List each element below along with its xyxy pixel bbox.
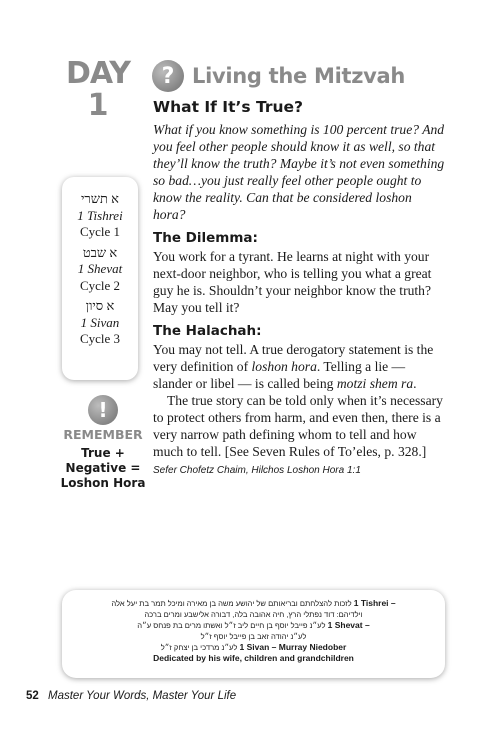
remember-title: REMEMBER: [63, 427, 143, 442]
intro-paragraph: What if you know something is 100 percent true? And you feel other people should know it as well, so that they’ll know the truth? Maybe it’s not even something so bad…you just really feel other people ought to know the reality. Can that be considered loshon hora?: [153, 122, 445, 222]
dedication-line-6: Dedicated by his wife, children and grandchildren: [153, 653, 354, 663]
section-header: [152, 58, 405, 94]
dedication-label: 1 Shevat –: [327, 620, 370, 630]
cycle-label: Cycle 1: [79, 224, 121, 239]
section-title: Living the Mitzvah: [192, 64, 406, 88]
term-motzi-shem-ra: motzi shem ra: [336, 376, 414, 391]
cycle-hebrew-date: א סיון: [85, 298, 115, 313]
dedication-line-3: [62, 620, 445, 631]
question-mark-icon: ?: [152, 60, 184, 92]
source-citation: Sefer Chofetz Chaim, Hilchos Loshon Hora 1:1: [153, 465, 361, 476]
dedication-label: 1 Sivan – Murray Niedober: [239, 642, 347, 652]
dedication-line-4: לע״נ יהודה זאב בן פייבל יוסף ז״ל: [200, 632, 307, 641]
dedication-line-5: [62, 642, 445, 653]
day-label: [60, 58, 136, 122]
day-word: DAY: [66, 56, 130, 91]
page-number: 52: [26, 690, 39, 702]
exclamation-icon: !: [88, 395, 118, 425]
remember-line-1: True +: [81, 446, 125, 460]
cycle-3: [62, 298, 138, 348]
dedication-hebrew: לע״נ פייבל יוסף בן חיים ליב ז״ל ואשתו מרים בת פנחס ע״ה: [137, 621, 326, 630]
remember-text: [56, 446, 150, 491]
halachah-paragraph-1: [153, 341, 445, 392]
dedication-hebrew: לזכות להצלחתם ובריאותם של יהושע משה בן מאירה ומיכל תמר בת יעל אלה: [111, 599, 352, 608]
cycle-dates-box: [62, 177, 138, 380]
dilemma-paragraph: You work for a tyrant. He learns at night with your next-door neighbor, who is telling you what a great guy he is. Shouldn’t your neighbor know the truth? May you tell it?: [153, 249, 432, 315]
dedication-line-1: [62, 598, 445, 609]
remember-line-3: Loshon Hora: [60, 476, 146, 490]
cycle-label: Cycle 2: [79, 277, 121, 293]
dedication-box: [62, 590, 445, 678]
halachah-text-a: You may not tell. A true derogatory statement is the very definition of: [153, 342, 434, 374]
cycle-1: [62, 191, 138, 241]
day-number: 1: [87, 88, 109, 123]
halachah-paragraph-2: The true story can be told only when it’s necessary to protect others from harm, and even then, there is a very narrow path defining whom to tell and how much to tell. [See Seven Rules of To’eles, p. 328.]: [153, 393, 443, 459]
cycle-date: 1 Tishrei: [77, 207, 123, 223]
dilemma-heading: The Dilemma:: [153, 230, 258, 246]
dedication-label: 1 Tishrei –: [353, 598, 396, 608]
remember-line-2: Negative =: [65, 461, 141, 475]
dedication-hebrew: לע״נ מרדכי בן יצחק ז״ל: [160, 643, 238, 652]
dedication-line-2: וילדיהם: דוד נפתלי הרץ, חיה אהובה בלה, דבורה אלישבע ומרים ברכה: [144, 610, 363, 619]
page-footer: [26, 690, 236, 702]
book-title: Master Your Words, Master Your Life: [48, 690, 237, 702]
cycle-hebrew-date: א תשרי: [81, 191, 119, 206]
remember-box: [56, 395, 150, 491]
article-title: What If It’s True?: [153, 98, 304, 116]
cycle-label: Cycle 3: [79, 331, 121, 346]
cycle-date: 1 Shevat: [77, 261, 123, 276]
halachah-text-b: . Telling a lie — slander or libel — is called being: [153, 359, 406, 391]
main-content: [153, 97, 445, 477]
halachah-text-c: .: [413, 376, 417, 391]
cycle-hebrew-date: א שבט: [82, 244, 118, 260]
cycle-date: 1 Sivan: [80, 314, 120, 330]
term-loshon-hora: loshon hora: [251, 359, 317, 374]
halachah-heading: The Halachah:: [153, 323, 262, 339]
cycle-2: [62, 245, 138, 295]
